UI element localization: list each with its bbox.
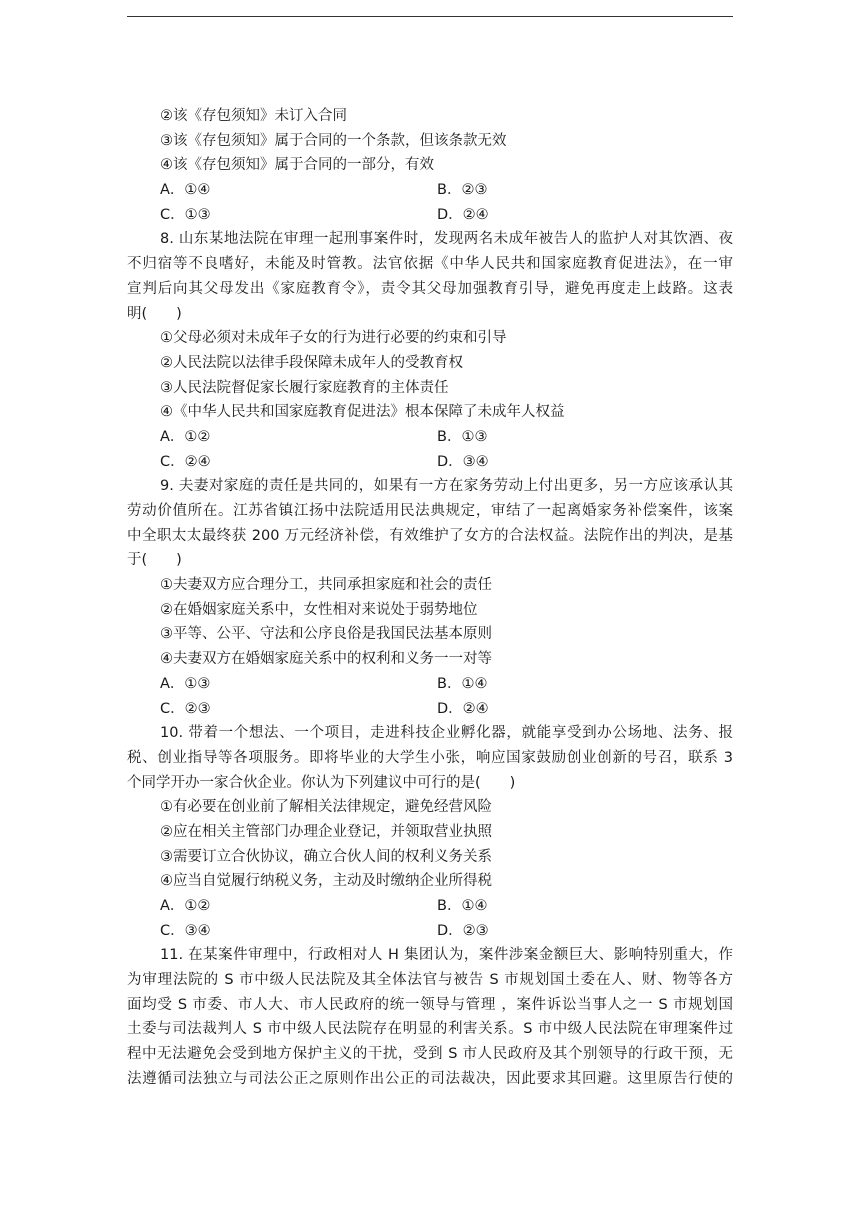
option-c: C．①③ bbox=[160, 206, 211, 223]
option-d: D．②③ bbox=[437, 922, 489, 939]
question-8 bbox=[127, 227, 733, 474]
prev-question bbox=[127, 104, 733, 227]
question-stem: 于( ) bbox=[127, 552, 182, 569]
statement: ①有必要在创业前了解相关法律规定，避免经营风险 bbox=[160, 799, 492, 816]
statement: ④夫妻双方在婚姻家庭关系中的权利和义务一一对等 bbox=[160, 651, 492, 668]
question-stem: 9. 夫妻对家庭的责任是共同的，如果有一方在家务劳动上付出更多，另一方应该承认其 bbox=[160, 478, 733, 495]
question-stem: 宣判后向其父母发出《家庭教育令》，责令其父母加强教育引导，避免再度走上歧路。这表 bbox=[127, 280, 733, 297]
option-c: C．③④ bbox=[160, 922, 211, 939]
question-11 bbox=[127, 943, 733, 1091]
question-stem: 个同学开办一家合伙企业。你认为下列建议中可行的是( ) bbox=[127, 774, 516, 791]
option-b: B．①③ bbox=[437, 428, 488, 445]
statement: ②应在相关主管部门办理企业登记，并领取营业执照 bbox=[160, 823, 492, 840]
option-a: A．①③ bbox=[160, 675, 211, 692]
option-a: A．①④ bbox=[160, 182, 211, 199]
question-stem: 税、创业指导等各项服务。即将毕业的大学生小张，响应国家鼓励创业创新的号召，联系 3 bbox=[127, 749, 733, 766]
options-row bbox=[127, 894, 733, 919]
question-stem: 中全职太太最终获 200 万元经济补偿，有效维护了女方的合法权益。法院作出的判决，是基 bbox=[127, 527, 733, 544]
question-stem: 10. 带着一个想法、一个项目，走进科技企业孵化器，就能享受到办公场地、法务、报 bbox=[160, 725, 733, 742]
statement: ④该《存包须知》属于合同的一部分，有效 bbox=[160, 157, 434, 174]
question-stem: 劳动价值所在。江苏省镇江扬中法院适用民法典规定，审结了一起离婚家务补偿案件，该案 bbox=[127, 503, 733, 519]
document-body bbox=[127, 104, 733, 1092]
statement: ③该《存包须知》属于合同的一个条款，但该条款无效 bbox=[160, 132, 507, 149]
question-stem: 程中无法避免会受到地方保护主义的干扰，受到 S 市人民政府及其个别领导的行政干预，无 bbox=[127, 1046, 733, 1063]
options-row bbox=[127, 919, 733, 944]
question-stem: 面均受 S 市委、市人大、市人民政府的统一领导与管理 ，案件诉讼当事人之一 S 市规划国 bbox=[127, 996, 733, 1013]
header-rule bbox=[127, 16, 733, 17]
question-stem: 土委与司法裁判人 S 市中级人民法院存在明显的利害关系。S 市中级人民法院在审理案件过 bbox=[127, 1021, 733, 1038]
statement: ③需要订立合伙协议，确立合伙人间的权利义务关系 bbox=[160, 848, 492, 865]
question-stem: 明( ) bbox=[127, 305, 182, 322]
option-a: A．①② bbox=[160, 898, 211, 914]
statement: ③人民法院督促家长履行家庭教育的主体责任 bbox=[160, 379, 449, 396]
options-row bbox=[127, 203, 733, 228]
question-10 bbox=[127, 721, 733, 943]
options-row bbox=[127, 178, 733, 203]
statement: ②人民法院以法律手段保障未成年人的受教育权 bbox=[160, 354, 463, 371]
statement: ④《中华人民共和国家庭教育促进法》根本保障了未成年人权益 bbox=[160, 404, 565, 421]
option-b: B．①④ bbox=[437, 898, 488, 914]
options-row bbox=[127, 425, 733, 450]
question-9 bbox=[127, 474, 733, 721]
statement: ②该《存包须知》未订入合同 bbox=[160, 108, 347, 124]
option-a: A．①② bbox=[160, 428, 211, 445]
option-b: B．①④ bbox=[437, 675, 488, 692]
statement: ①父母必须对未成年子女的行为进行必要的约束和引导 bbox=[160, 330, 507, 347]
option-b: B．②③ bbox=[437, 182, 488, 199]
question-stem: 不归宿等不良嗜好，未能及时管教。法官依据《中华人民共和国家庭教育促进法》，在一审 bbox=[127, 256, 733, 273]
question-stem: 8. 山东某地法院在审理一起刑事案件时，发现两名未成年被告人的监护人对其饮酒、夜 bbox=[160, 231, 733, 248]
option-d: D．③④ bbox=[437, 453, 489, 470]
options-row bbox=[127, 672, 733, 697]
question-stem: 为审理法院的 S 市中级人民法院及其全体法官与被告 S 市规划国土委在人、财、物等各方 bbox=[127, 972, 733, 989]
option-c: C．②④ bbox=[160, 453, 211, 470]
options-row bbox=[127, 697, 733, 722]
question-stem: 11. 在某案件审理中，行政相对人 H 集团认为，案件涉案金额巨大、影响特别重大，作 bbox=[160, 947, 733, 964]
statement: ②在婚姻家庭关系中，女性相对来说处于弱势地位 bbox=[160, 601, 478, 618]
option-c: C．②③ bbox=[160, 700, 211, 717]
statement: ③平等、公平、守法和公序良俗是我国民法基本原则 bbox=[160, 626, 492, 643]
option-d: D．②④ bbox=[437, 700, 489, 717]
statement: ④应当自觉履行纳税义务，主动及时缴纳企业所得税 bbox=[160, 873, 492, 890]
question-stem: 法遵循司法独立与司法公正之原则作出公正的司法裁决，因此要求其回避。这里原告行使的 bbox=[127, 1070, 733, 1087]
statement: ①夫妻双方应合理分工，共同承担家庭和社会的责任 bbox=[160, 577, 492, 594]
option-d: D．②④ bbox=[437, 206, 489, 223]
options-row bbox=[127, 450, 733, 475]
